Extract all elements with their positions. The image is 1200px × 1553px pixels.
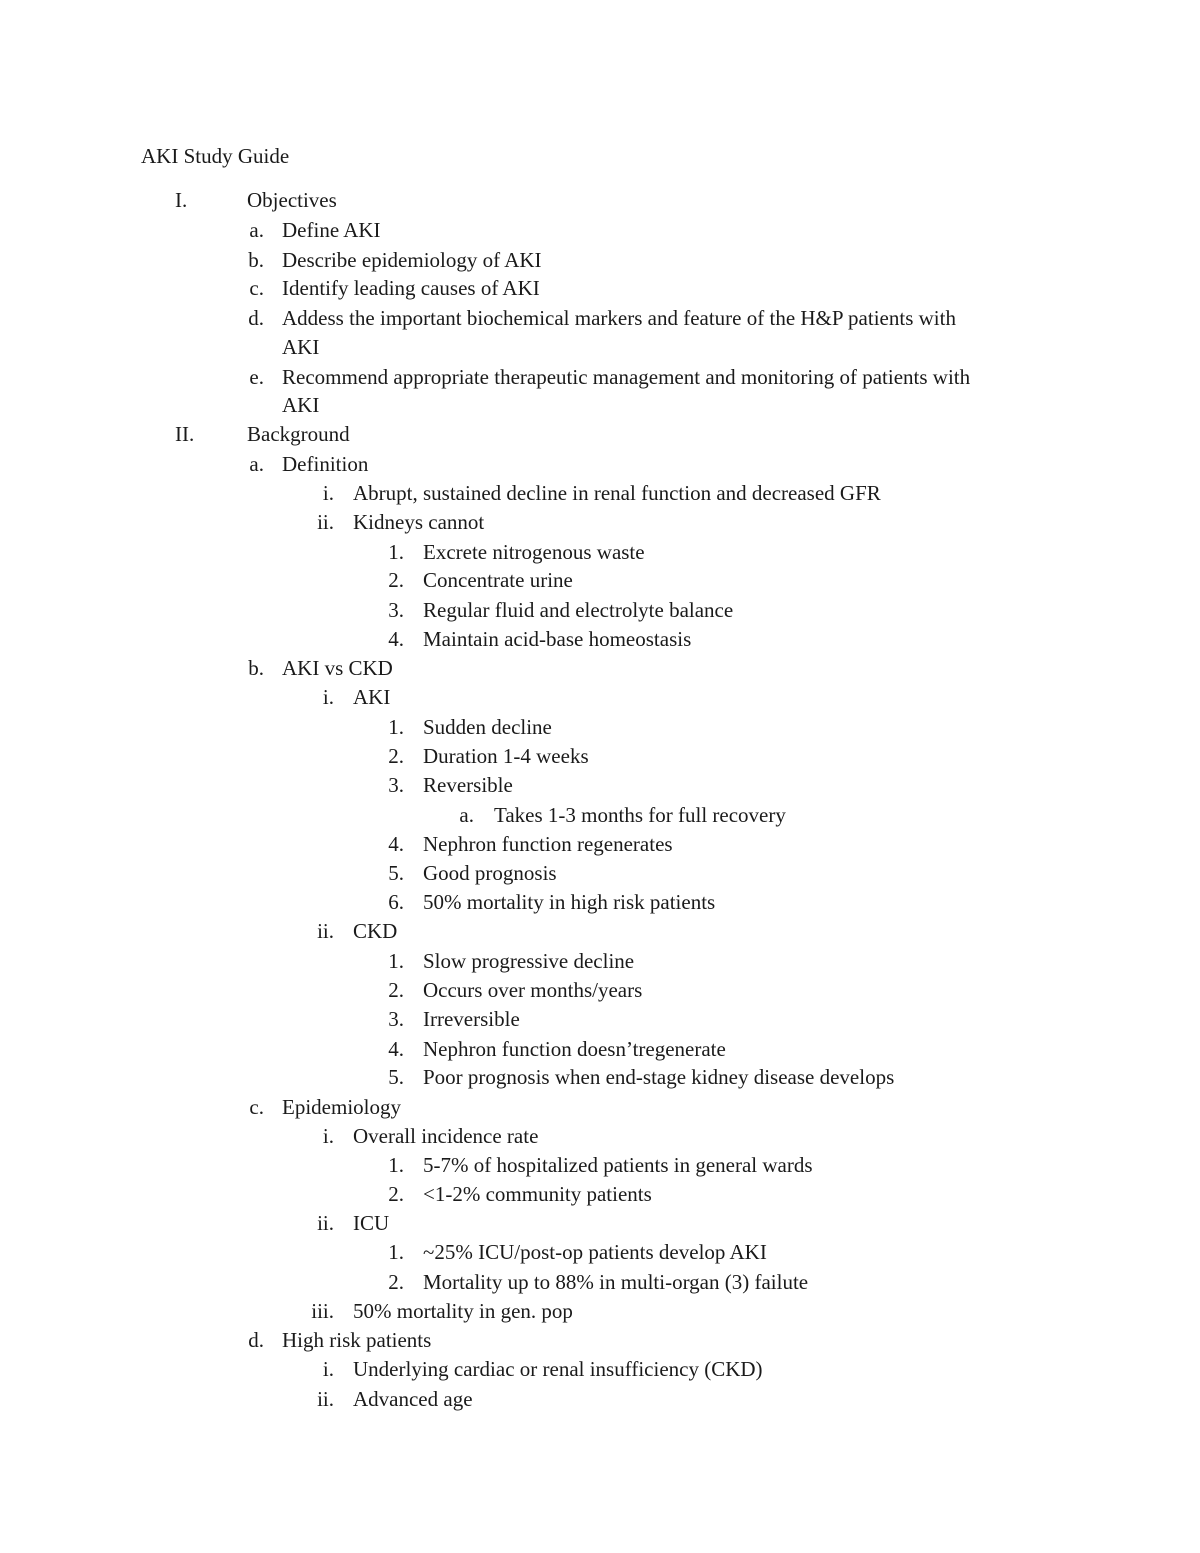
list-item: Slow progressive decline <box>423 949 635 973</box>
list-item: Addess the important biochemical markers and feature of the H&P patients with <box>282 306 956 330</box>
list-item: Regular fluid and electrolyte balance <box>423 598 734 622</box>
list-item: Reversible <box>423 773 513 797</box>
list-item: Advanced age <box>353 1387 473 1411</box>
list-marker: 5. <box>388 861 404 885</box>
list-marker: 2. <box>388 1182 404 1206</box>
section-marker: II. <box>175 422 195 446</box>
list-item: Overall incidence rate <box>353 1124 539 1148</box>
list-item: Maintain acid-base homeostasis <box>423 627 692 651</box>
list-marker: 3. <box>388 1007 404 1031</box>
list-marker: 2. <box>388 568 404 592</box>
list-marker: i. <box>322 1357 334 1381</box>
list-item: CKD <box>353 919 398 943</box>
list-marker: ii. <box>317 1387 334 1411</box>
list-item: Definition <box>282 452 369 476</box>
list-item: Takes 1-3 months for full recovery <box>494 803 786 827</box>
section-marker: I. <box>175 188 188 212</box>
list-marker: i. <box>322 481 334 505</box>
list-marker: a. <box>249 452 264 476</box>
list-marker: iii. <box>311 1299 334 1323</box>
list-marker: i. <box>322 1124 334 1148</box>
list-marker: ii. <box>317 919 334 943</box>
list-item: Sudden decline <box>423 715 552 739</box>
list-marker: 2. <box>388 744 404 768</box>
list-item: Identify leading causes of AKI <box>282 276 540 300</box>
list-item: <1-2% community patients <box>423 1182 652 1206</box>
document-title: AKI Study Guide <box>141 144 290 168</box>
list-item: Define AKI <box>282 218 381 242</box>
list-item: Abrupt, sustained decline in renal function and decreased GFR <box>353 481 881 505</box>
list-marker: d. <box>248 306 264 330</box>
list-item: ~25% ICU/post-op patients develop AKI <box>423 1240 767 1264</box>
list-item: ICU <box>353 1211 390 1235</box>
list-marker: i. <box>322 685 334 709</box>
list-marker: b. <box>248 248 264 272</box>
list-marker: c. <box>249 276 264 300</box>
list-marker: 3. <box>388 773 404 797</box>
list-item: Describe epidemiology of AKI <box>282 248 542 272</box>
list-item: Concentrate urine <box>423 568 573 592</box>
list-item: Underlying cardiac or renal insufficiency (CKD) <box>353 1357 763 1381</box>
list-marker: 6. <box>388 890 404 914</box>
list-item: 50% mortality in high risk patients <box>423 890 716 914</box>
list-marker: e. <box>249 365 264 389</box>
list-item: Poor prognosis when end-stage kidney disease develops <box>423 1065 895 1089</box>
section-heading: Background <box>247 422 350 446</box>
list-marker: b. <box>248 656 264 680</box>
section-heading: Objectives <box>247 188 337 212</box>
list-item: Excrete nitrogenous waste <box>423 540 645 564</box>
list-marker: d. <box>248 1328 264 1352</box>
list-item: Mortality up to 88% in multi-organ (3) failute <box>423 1270 809 1294</box>
list-marker: 4. <box>388 627 404 651</box>
list-marker: 1. <box>388 540 404 564</box>
list-item: 5-7% of hospitalized patients in general wards <box>423 1153 813 1177</box>
list-marker: 2. <box>388 978 404 1002</box>
list-marker: 1. <box>388 715 404 739</box>
list-item: AKI vs CKD <box>282 656 393 680</box>
list-item-continuation: AKI <box>282 335 320 359</box>
list-item: Nephron function doesn’tregenerate <box>423 1037 726 1061</box>
list-marker: 2. <box>388 1270 404 1294</box>
list-item: Irreversible <box>423 1007 520 1031</box>
list-marker: ii. <box>317 1211 334 1235</box>
list-marker: 5. <box>388 1065 404 1089</box>
list-item: Duration 1-4 weeks <box>423 744 589 768</box>
list-item: Occurs over months/years <box>423 978 643 1002</box>
list-marker: 4. <box>388 832 404 856</box>
list-marker: 1. <box>388 1240 404 1264</box>
list-marker: 3. <box>388 598 404 622</box>
list-item: 50% mortality in gen. pop <box>353 1299 573 1323</box>
list-marker: ii. <box>317 510 334 534</box>
list-item: High risk patients <box>282 1328 432 1352</box>
list-marker: 4. <box>388 1037 404 1061</box>
list-marker: 1. <box>388 949 404 973</box>
list-item: Recommend appropriate therapeutic management and monitoring of patients with <box>282 365 971 389</box>
list-marker: c. <box>249 1095 264 1119</box>
list-marker: a. <box>249 218 264 242</box>
list-item: AKI <box>353 685 391 709</box>
list-item: Kidneys cannot <box>353 510 485 534</box>
list-marker: 1. <box>388 1153 404 1177</box>
list-marker: a. <box>459 803 474 827</box>
list-item-continuation: AKI <box>282 393 320 417</box>
list-item: Good prognosis <box>423 861 557 885</box>
list-item: Nephron function regenerates <box>423 832 673 856</box>
list-item: Epidemiology <box>282 1095 401 1119</box>
